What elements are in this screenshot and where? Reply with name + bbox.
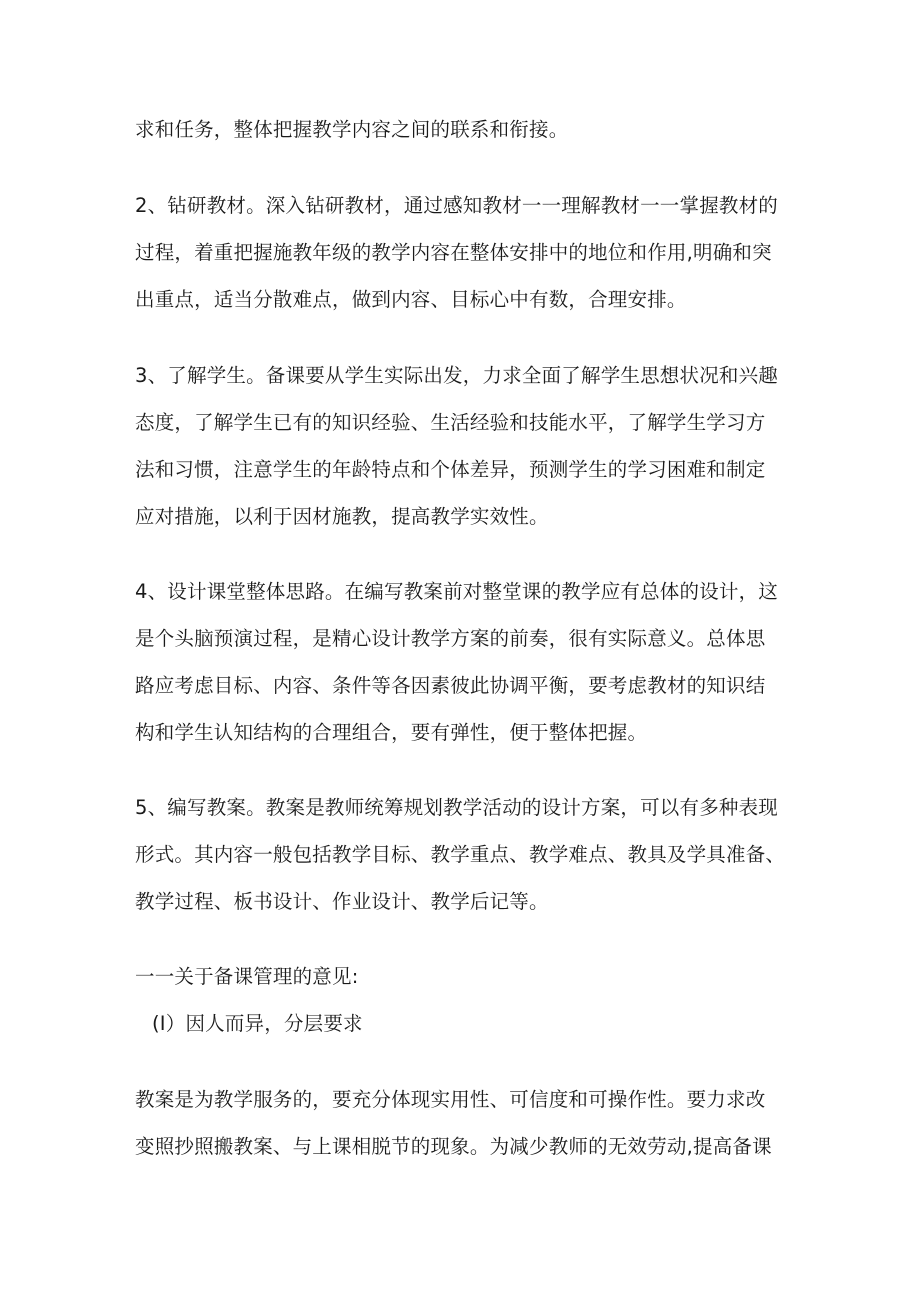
text-line: 应对措施，以利于因材施教，提高教学实效性。	[135, 505, 549, 528]
text-line: 形式。其内容一般包括教学目标、教学重点、教学难点、教具及学具准备、	[135, 843, 786, 866]
text-line: 5、编写教案。教案是教师统筹规划教学活动的设计方案，可以有多种表现	[135, 796, 779, 819]
text-line: 2、钻研教材。深入钻研教材，通过感知教材一一理解教材一一掌握教材的	[135, 194, 779, 217]
section-heading: 一一关于备课管理的意见:	[135, 965, 359, 988]
text-line: 法和习惯，注意学生的年龄特点和个体差异，预测学生的学习困难和制定	[135, 458, 766, 481]
text-line: 4、设计课堂整体思路。在编写教案前对整堂课的教学应有总体的设计，这	[135, 580, 779, 603]
text-line: 求和任务，整体把握教学内容之间的联系和衔接。	[135, 118, 569, 141]
text-line: 教学过程、板书设计、作业设计、教学后记等。	[135, 890, 549, 913]
text-line: 教案是为教学服务的，要充分体现实用性、可信度和可操作性。要力求改	[135, 1088, 766, 1111]
text-line: 变照抄照搬教案、与上课相脱节的现象。为减少教师的无效劳动,提高备课	[135, 1135, 772, 1158]
text-line: 构和学生认知结构的合理组合，要有弹性，便于整体把握。	[135, 721, 648, 744]
text-line: 态度，了解学生已有的知识经验、生活经验和技能水平，了解学生学习方	[135, 411, 766, 434]
text-line: 过程，着重把握施教年级的教学内容在整体安排中的地位和作用,明确和突	[135, 241, 772, 264]
text-line: 3、了解学生。备课要从学生实际出发，力求全面了解学生思想状况和兴趣	[135, 364, 779, 387]
text-line: 路应考虑目标、内容、条件等各因素彼此协调平衡，要考虑教材的知识结	[135, 674, 766, 697]
text-line: 是个头脑预演过程，是精心设计教学方案的前奏，很有实际意义。总体思	[135, 627, 766, 650]
text-line: 出重点，适当分散难点，做到内容、目标心中有数，合理安排。	[135, 288, 687, 311]
subsection-heading: (I）因人而异，分层要求	[152, 1012, 363, 1035]
